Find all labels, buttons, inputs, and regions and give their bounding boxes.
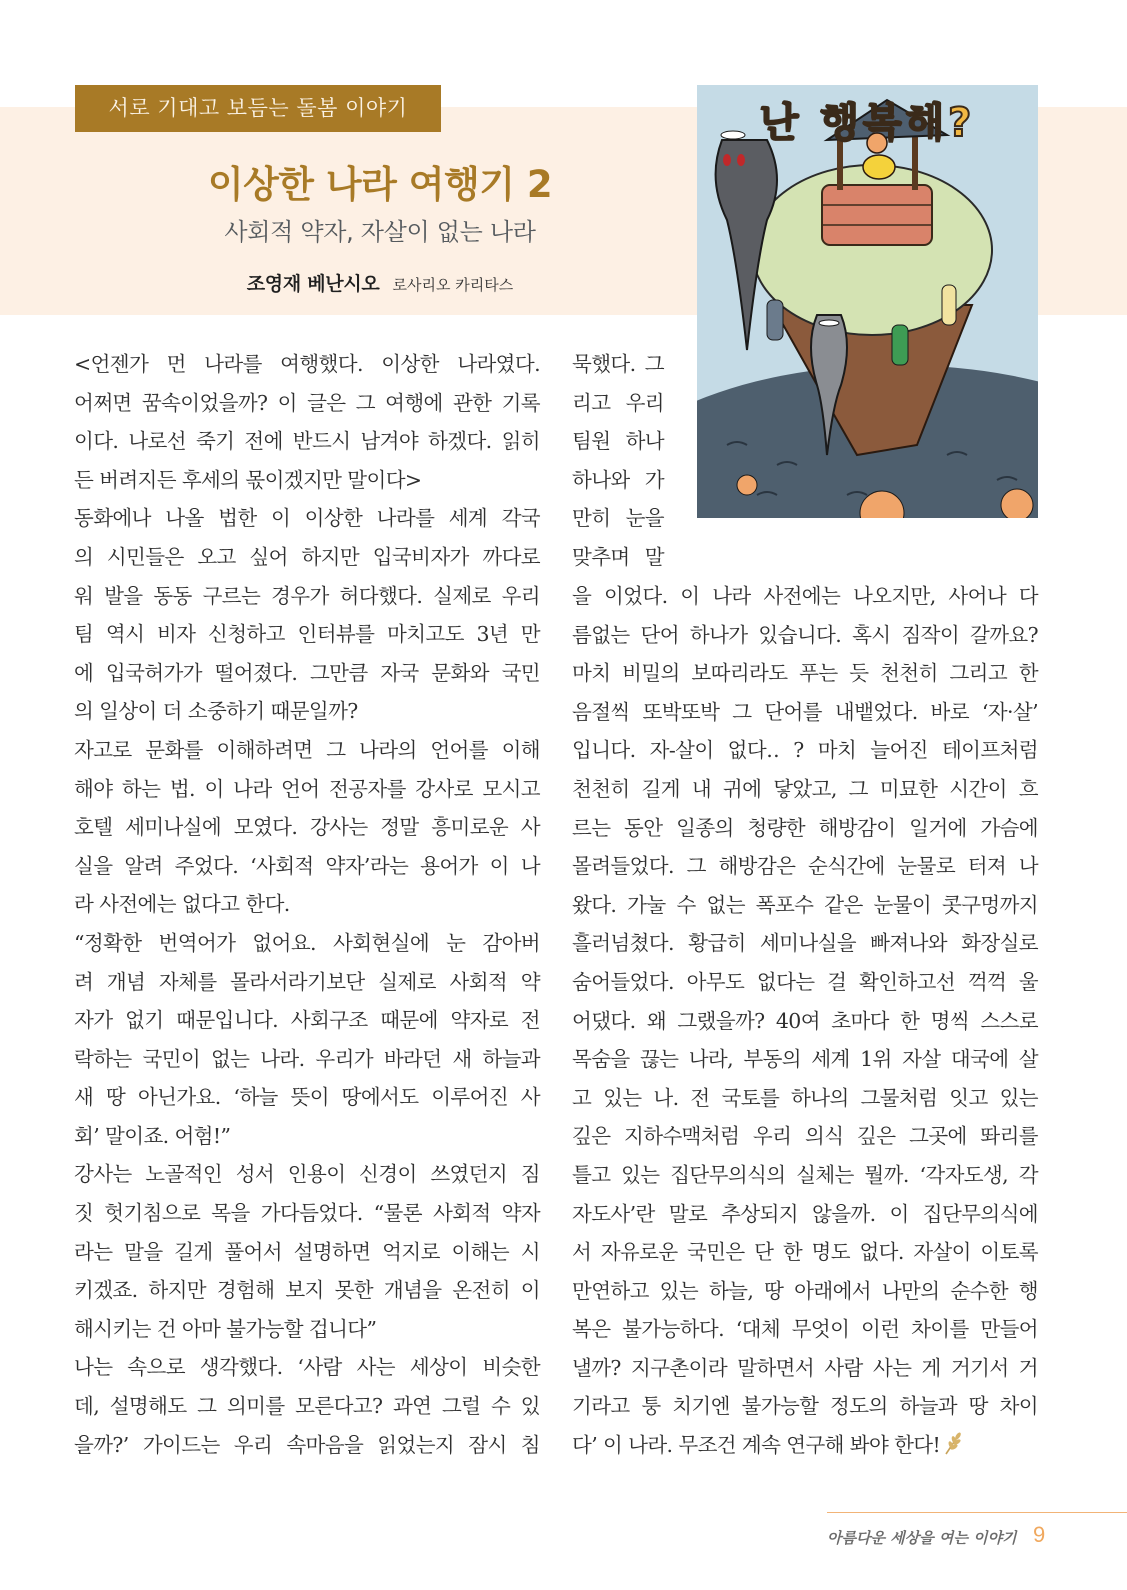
text-line: 나는 속으로 생각했다. ‘사람 사는 세상이 비슷한 — [74, 1355, 540, 1380]
text-line: 하나와 가 — [572, 467, 664, 492]
text-line: 이다. 나로선 죽기 전에 반드시 남겨야 하겠다. 읽히 — [74, 429, 540, 454]
article-title: 이상한 나라 여행기 2 — [207, 163, 553, 206]
text-line: 해시키는 건 아마 불가능할 겁니다” — [74, 1316, 377, 1341]
text-line: 키겠죠. 하지만 경험해 보지 못한 개념을 온전히 이 — [74, 1278, 540, 1303]
text-line: “정확한 번역어가 없어요. 사회현실에 눈 감아버 — [74, 930, 540, 955]
text-line: 리고 우리 — [572, 390, 664, 415]
text-line: 라 사전에는 없다고 한다. — [74, 892, 290, 917]
text-line-last — [572, 1426, 1038, 1465]
text-line: 자가 없기 때문입니다. 사회구조 때문에 약자로 전 — [74, 1008, 540, 1033]
text-line: 고 있는 나. 전 국토를 하나의 그물처럼 잇고 있는 — [572, 1085, 1038, 1110]
illustration-caption: 난 행복해? — [759, 100, 976, 146]
text-line: 짓 헛기침으로 목을 가다듬었다. “물론 사회적 약자 — [74, 1201, 540, 1226]
title-block — [0, 160, 760, 299]
text-line: 동화에나 나올 법한 이 이상한 나라를 세계 각국 — [74, 506, 540, 531]
text-line: 실을 알려 주었다. ‘사회적 약자’라는 용어가 이 나 — [74, 853, 540, 878]
text-line: 데, 설명해도 그 의미를 모른다고? 과연 그럴 수 있 — [74, 1394, 540, 1419]
article-column-left — [74, 345, 540, 1464]
illustration-art — [697, 85, 1038, 518]
text-line: 숨어들었다. 아무도 없다는 걸 확인하고선 꺽꺽 울 — [572, 969, 1038, 994]
text-line: 의 일상이 더 소중하기 때문일까? — [74, 699, 358, 724]
text-line: 복은 불가능하다. ‘대체 무엇이 이런 차이를 만들어 — [572, 1317, 1038, 1342]
article-column-narrow — [572, 345, 664, 577]
text-line: 몰려들었다. 그 해방감은 순식간에 눈물로 터져 나 — [572, 854, 1038, 879]
text-line: 르는 동안 일종의 청량한 해방감이 일거에 가슴에 — [572, 815, 1038, 840]
text-line: 강사는 노골적인 성서 인용이 신경이 쓰였던지 짐 — [74, 1162, 540, 1187]
final-sentence: 다’ 이 나라. 무조건 계속 연구해 봐야 한다! — [572, 1433, 941, 1458]
text-line: 락하는 국민이 없는 나라. 우리가 바라던 새 하늘과 — [74, 1046, 540, 1071]
text-line: 팀원 하나 — [572, 429, 664, 454]
text-line: 려 개념 자체를 몰라서라기보단 실제로 사회적 약 — [74, 969, 540, 994]
byline — [0, 270, 760, 299]
text-line: 을까?’ 가이드는 우리 속마음을 읽었는지 잠시 침 — [74, 1432, 540, 1457]
text-line: 름없는 단어 하나가 있습니다. 혹시 짐작이 갈까요? — [572, 622, 1038, 647]
text-line: 워 발을 동동 구르는 경우가 허다했다. 실제로 우리 — [74, 583, 540, 608]
text-line: 마치 비밀의 보따리라도 푸는 듯 천천히 그리고 한 — [572, 661, 1038, 686]
text-line: 어댔다. 왜 그랬을까? 40여 초마다 한 명씩 스스로 — [572, 1008, 1038, 1033]
author-organization: 로사리오 카리타스 — [392, 276, 514, 294]
text-line: 깊은 지하수맥처럼 우리 의식 깊은 그곳에 똬리를 — [572, 1124, 1038, 1149]
text-line: 맞추며 말 — [572, 544, 664, 569]
page-number: 9 — [1033, 1522, 1046, 1547]
text-line: 낼까? 지구촌이라 말하면서 사람 사는 게 거기서 거 — [572, 1355, 1038, 1380]
text-line: 만히 눈을 — [572, 506, 664, 531]
text-line: <언젠가 먼 나라를 여행했다. 이상한 나라였다. — [74, 352, 540, 376]
text-line: 팀 역시 비자 신청하고 인터뷰를 마치고도 3년 만 — [74, 622, 540, 647]
text-line: 자고로 문화를 이해하려면 그 나라의 언어를 이해 — [74, 737, 540, 762]
text-line: 을 이었다. 이 나라 사전에는 나오지만, 사어나 다 — [572, 584, 1038, 608]
text-line: 에 입국허가가 떨어졌다. 그만큼 자국 문화와 국민 — [74, 660, 540, 685]
cartoon-illustration — [697, 85, 1038, 518]
text-line: 자도사’란 말로 추상되지 않을까. 이 집단무의식에 — [572, 1201, 1038, 1226]
text-line: 호텔 세미나실에 모였다. 강사는 정말 흥미로운 사 — [74, 815, 540, 840]
text-line: 의 시민들은 오고 싶어 하지만 입국비자가 까다로 — [74, 544, 540, 569]
text-line: 해야 하는 법. 이 나라 언어 전공자를 강사로 모시고 — [74, 776, 540, 801]
text-line: 라는 말을 길게 풀어서 설명하면 억지로 이해는 시 — [74, 1239, 540, 1264]
text-line: 든 버려지든 후세의 몫이겠지만 말이다> — [74, 467, 422, 492]
text-line: 어쩌면 꿈속이었을까? 이 글은 그 여행에 관한 기록 — [74, 390, 540, 415]
text-line: 음절씩 또박또박 그 단어를 내뱉었다. 바로 ‘자·살’ — [572, 699, 1038, 724]
text-line: 틀고 있는 집단무의식의 실체는 뭘까. ‘각자도생, 각 — [572, 1162, 1038, 1187]
text-line: 입니다. 자-살이 없다‥ ? 마치 늘어진 테이프처럼 — [572, 738, 1038, 763]
text-line: 회’ 말이죠. 어험!” — [74, 1123, 231, 1148]
text-line: 묵했다. 그 — [572, 352, 664, 376]
text-line: 목숨을 끊는 나라, 부동의 세계 1위 자살 대국에 살 — [572, 1047, 1038, 1072]
text-line: 기라고 퉁 치기엔 불가능할 정도의 하늘과 땅 차이 — [572, 1394, 1038, 1419]
text-line: 만연하고 있는 하늘, 땅 아래에서 나만의 순수한 행 — [572, 1278, 1038, 1303]
wheat-icon — [942, 1429, 964, 1453]
section-tag: 서로 기대고 보듬는 돌봄 이야기 — [75, 85, 441, 132]
author-name: 조영재 베난시오 — [246, 273, 380, 295]
text-line: 천천히 길게 내 귀에 닿았고, 그 미묘한 시간이 흐 — [572, 776, 1038, 801]
magazine-name: 아름다운 세상을 여는 이야기 — [827, 1529, 1017, 1547]
text-line: 흘러넘쳤다. 황급히 세미나실을 빠져나와 화장실로 — [572, 931, 1038, 956]
footer-rule — [827, 1512, 1127, 1513]
text-line: 서 자유로운 국민은 단 한 명도 없다. 자살이 이토록 — [572, 1240, 1038, 1265]
text-line: 왔다. 가눌 수 없는 폭포수 같은 눈물이 콧구멍까지 — [572, 892, 1038, 917]
text-line: 새 땅 아닌가요. ‘하늘 뜻이 땅에서도 이루어진 사 — [74, 1085, 540, 1110]
article-column-right — [572, 577, 1038, 1465]
article-subtitle: 사회적 약자, 자살이 없는 나라 — [224, 218, 536, 246]
